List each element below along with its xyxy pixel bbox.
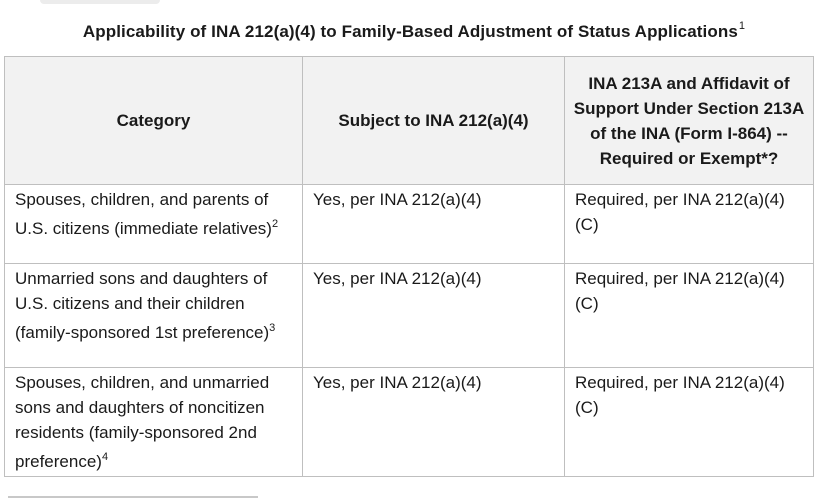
subject-cell: Yes, per INA 212(a)(4) — [303, 368, 565, 477]
header-category: Category — [5, 57, 303, 185]
footnote-marker: 4 — [101, 451, 109, 463]
category-cell — [5, 185, 303, 264]
footnote-marker: 2 — [271, 218, 279, 230]
footnote-marker: 3 — [269, 322, 276, 334]
footnote-separator — [8, 496, 258, 498]
category-cell — [5, 264, 303, 368]
title-footnote-marker: 1 — [738, 20, 746, 32]
category-text: Unmarried sons and daughters of U.S. citizens and their children (family-sponsored 1st preference) — [15, 269, 270, 342]
table-title-text: Applicability of INA 212(a)(4) to Family-Based Adjustment of Status Applications — [82, 22, 738, 41]
table-row — [5, 185, 814, 264]
category-text: Spouses, children, and unmarried sons and daughters of noncitizen residents (family-sponsored 2nd preference) — [15, 373, 270, 471]
header-affidavit: INA 213A and Affidavit of Support Under Section 213A of the INA (Form I-864) -- Required or Exempt*? — [565, 57, 814, 185]
category-cell — [5, 368, 303, 477]
category-text: Spouses, children, and parents of U.S. citizens (immediate relatives) — [15, 190, 272, 238]
affidavit-cell: Required, per INA 212(a)(4)(C) — [565, 264, 814, 368]
affidavit-cell: Required, per INA 212(a)(4)(C) — [565, 185, 814, 264]
applicability-table — [4, 56, 814, 477]
top-edge-artifact — [40, 0, 160, 4]
table-title — [0, 20, 828, 42]
subject-cell: Yes, per INA 212(a)(4) — [303, 185, 565, 264]
affidavit-cell: Required, per INA 212(a)(4)(C) — [565, 368, 814, 477]
table-header-row — [5, 57, 814, 185]
header-subject: Subject to INA 212(a)(4) — [303, 57, 565, 185]
table-row — [5, 264, 814, 368]
table-row — [5, 368, 814, 477]
subject-cell: Yes, per INA 212(a)(4) — [303, 264, 565, 368]
